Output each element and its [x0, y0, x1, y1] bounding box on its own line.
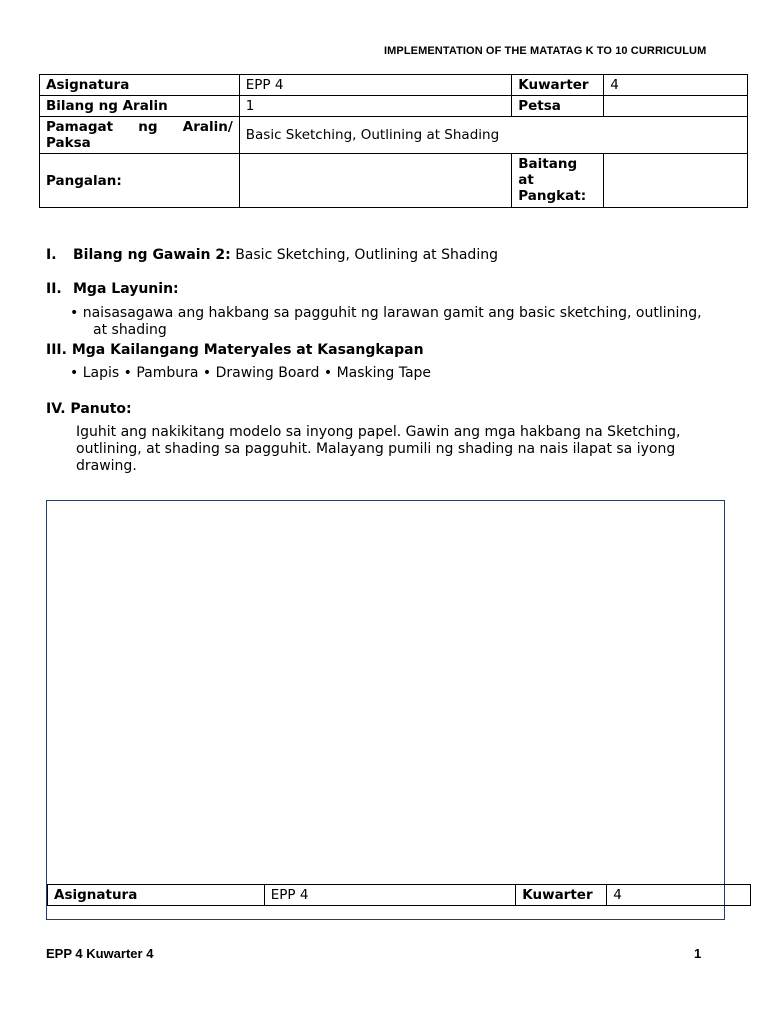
section-2-number: II. — [46, 281, 62, 297]
section-1-label: Bilang ng Gawain 2: — [73, 247, 231, 263]
pamagat-value: Basic Sketching, Outlining at Shading — [239, 117, 747, 154]
section-2 — [46, 281, 179, 298]
drawing-area[interactable] — [46, 500, 725, 920]
pamagat-label-line1: Pamagat ng Aralin/ — [46, 119, 233, 135]
pamagat-label-line2: Paksa — [46, 135, 91, 151]
footer-page-number: 1 — [694, 946, 702, 961]
petsa-value[interactable] — [604, 96, 748, 117]
baitang-label — [512, 154, 604, 208]
repeat-asignatura-label: Asignatura — [48, 885, 265, 906]
baitang-label-line3: Pangkat: — [518, 188, 587, 204]
petsa-label: Petsa — [512, 96, 604, 117]
pangalan-value[interactable] — [239, 154, 511, 208]
repeat-kuwarter-value: 4 — [607, 885, 751, 906]
asignatura-label: Asignatura — [40, 75, 240, 96]
section-1 — [46, 247, 498, 264]
section-2-label: Mga Layunin: — [73, 281, 179, 297]
materials-list: • Lapis • Pambura • Drawing Board • Masking Tape — [70, 365, 432, 381]
repeat-kuwarter-label: Kuwarter — [516, 885, 607, 906]
bilang-label: Bilang ng Aralin — [40, 96, 240, 117]
section-4-label: IV. Panuto: — [46, 401, 132, 417]
panuto-line2: outlining, at shading sa pagguhit. Malayang pumili ng shading na nais ilapat sa iyong — [76, 441, 676, 457]
baitang-value[interactable] — [604, 154, 748, 208]
pamagat-label — [40, 117, 240, 154]
baitang-label-line2: at — [518, 172, 534, 188]
section-3-label: III. Mga Kailangang Materyales at Kasangkapan — [46, 342, 424, 358]
section-1-number: I. — [46, 247, 57, 263]
header-title: IMPLEMENTATION OF THE MATATAG K TO 10 CURRICULUM — [384, 45, 707, 57]
repeat-asignatura-value: EPP 4 — [264, 885, 516, 906]
panuto-line1: Iguhit ang nakikitang modelo sa inyong papel. Gawin ang mga hakbang na Sketching, — [76, 424, 681, 440]
layunin-bullet-line1: • naisasagawa ang hakbang sa pagguhit ng larawan gamit ang basic sketching, outlining, — [70, 305, 702, 321]
lesson-info-table — [39, 74, 748, 208]
footer-course: EPP 4 Kuwarter 4 — [46, 946, 154, 961]
kuwarter-value: 4 — [604, 75, 748, 96]
baitang-label-line1: Baitang — [518, 156, 578, 172]
pangalan-label: Pangalan: — [40, 154, 240, 208]
kuwarter-label: Kuwarter — [512, 75, 604, 96]
repeat-header-table — [47, 884, 751, 906]
asignatura-value: EPP 4 — [239, 75, 511, 96]
bilang-value: 1 — [239, 96, 511, 117]
layunin-bullet-line2: at shading — [93, 322, 167, 338]
section-1-value: Basic Sketching, Outlining at Shading — [235, 247, 498, 263]
panuto-line3: drawing. — [76, 458, 137, 474]
